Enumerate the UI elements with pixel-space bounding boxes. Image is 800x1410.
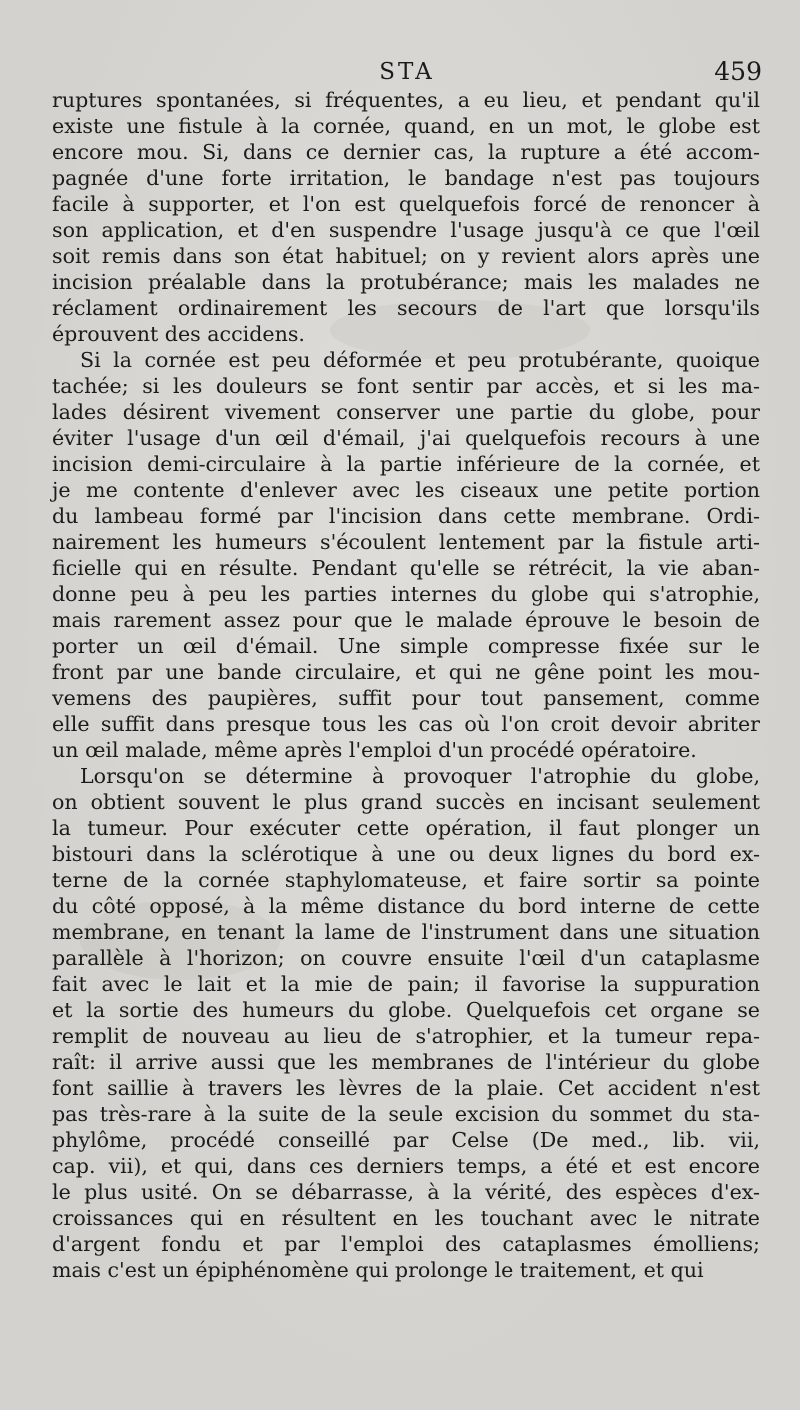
text-line: vemens des paupières, suffit pour tout pansement, comme bbox=[52, 686, 760, 710]
text-line: pas très-rare à la suite de la seule excision du sommet du sta- bbox=[52, 1102, 760, 1126]
text-line: et la sortie des humeurs du globe. Quelquefois cet organe se bbox=[52, 998, 760, 1022]
text-line: le plus usité. On se débarrasse, à la vérité, des espèces d'ex- bbox=[52, 1180, 760, 1204]
text-line: membrane, en tenant la lame de l'instrument dans une situation bbox=[52, 920, 760, 944]
page-number: 459 bbox=[714, 57, 762, 86]
text-line: éprouvent des accidens. bbox=[52, 322, 305, 346]
body-text bbox=[52, 87, 760, 1283]
text-line: réclament ordinairement les secours de l'art que lorsqu'ils bbox=[52, 296, 760, 320]
text-line: lades désirent vivement conserver une partie du globe, pour bbox=[52, 400, 760, 424]
text-line: je me contente d'enlever avec les ciseaux une petite portion bbox=[52, 478, 760, 502]
text-line: parallèle à l'horizon; on couvre ensuite l'œil d'un cataplasme bbox=[52, 946, 760, 970]
paragraph bbox=[52, 347, 760, 763]
text-line: remplit de nouveau au lieu de s'atrophier, et la tumeur repa- bbox=[52, 1024, 760, 1048]
page-header bbox=[52, 55, 762, 91]
text-line: incision demi-circulaire à la partie inférieure de la cornée, et bbox=[52, 452, 760, 476]
text-line: nairement les humeurs s'écoulent lentement par la fistule arti- bbox=[52, 530, 760, 554]
text-line: Si la cornée est peu déformée et peu protubérante, quoique bbox=[80, 348, 760, 372]
text-line: du côté opposé, à la même distance du bord interne de cette bbox=[52, 894, 760, 918]
text-line: phylôme, procédé conseillé par Celse (De med., lib. vii, bbox=[52, 1128, 760, 1152]
text-line: croissances qui en résultent en les touchant avec le nitrate bbox=[52, 1206, 760, 1230]
text-line: mais rarement assez pour que le malade éprouve le besoin de bbox=[52, 608, 760, 632]
text-line: mais c'est un épiphénomène qui prolonge le traitement, et qui bbox=[52, 1258, 704, 1282]
text-line: son application, et d'en suspendre l'usage jusqu'à ce que l'œil bbox=[52, 218, 760, 242]
text-line: raît: il arrive aussi que les membranes de l'intérieur du globe bbox=[52, 1050, 760, 1074]
text-line: incision préalable dans la protubérance; mais les malades ne bbox=[52, 270, 760, 294]
text-line: d'argent fondu et par l'emploi des cataplasmes émolliens; bbox=[52, 1232, 760, 1256]
text-line: un œil malade, même après l'emploi d'un procédé opératoire. bbox=[52, 738, 697, 762]
text-line: terne de la cornée staphylomateuse, et faire sortir sa pointe bbox=[52, 868, 760, 892]
text-line: bistouri dans la sclérotique à une ou deux lignes du bord ex- bbox=[52, 842, 760, 866]
paragraph bbox=[52, 763, 760, 1283]
text-line: front par une bande circulaire, et qui ne gêne point les mou- bbox=[52, 660, 760, 684]
text-line: Lorsqu'on se détermine à provoquer l'atrophie du globe, bbox=[80, 764, 760, 788]
text-line: donne peu à peu les parties internes du globe qui s'atrophie, bbox=[52, 582, 760, 606]
text-line: cap. vii), et qui, dans ces derniers temps, a été et est encore bbox=[52, 1154, 760, 1178]
paragraph bbox=[52, 87, 760, 347]
text-line: fait avec le lait et la mie de pain; il favorise la suppuration bbox=[52, 972, 760, 996]
text-line: soit remis dans son état habituel; on y revient alors après une bbox=[52, 244, 760, 268]
text-line: existe une fistule à la cornée, quand, en un mot, le globe est bbox=[52, 114, 760, 138]
text-line: la tumeur. Pour exécuter cette opération, il faut plonger un bbox=[52, 816, 760, 840]
text-line: encore mou. Si, dans ce dernier cas, la rupture a été accom- bbox=[52, 140, 760, 164]
text-line: porter un œil d'émail. Une simple compresse fixée sur le bbox=[52, 634, 760, 658]
running-head: STA bbox=[379, 59, 435, 85]
text-line: on obtient souvent le plus grand succès en incisant seulement bbox=[52, 790, 760, 814]
text-line: font saillie à travers les lèvres de la plaie. Cet accident n'est bbox=[52, 1076, 760, 1100]
text-line: facile à supporter, et l'on est quelquefois forcé de renoncer à bbox=[52, 192, 760, 216]
text-line: du lambeau formé par l'incision dans cette membrane. Ordi- bbox=[52, 504, 760, 528]
text-line: éviter l'usage d'un œil d'émail, j'ai quelquefois recours à une bbox=[52, 426, 760, 450]
text-line: ficielle qui en résulte. Pendant qu'elle se rétrécit, la vie aban- bbox=[52, 556, 760, 580]
text-line: elle suffit dans presque tous les cas où l'on croit devoir abriter bbox=[52, 712, 760, 736]
text-line: pagnée d'une forte irritation, le bandage n'est pas toujours bbox=[52, 166, 760, 190]
text-line: tachée; si les douleurs se font sentir par accès, et si les ma- bbox=[52, 374, 760, 398]
text-line: ruptures spontanées, si fréquentes, a eu lieu, et pendant qu'il bbox=[52, 88, 760, 112]
